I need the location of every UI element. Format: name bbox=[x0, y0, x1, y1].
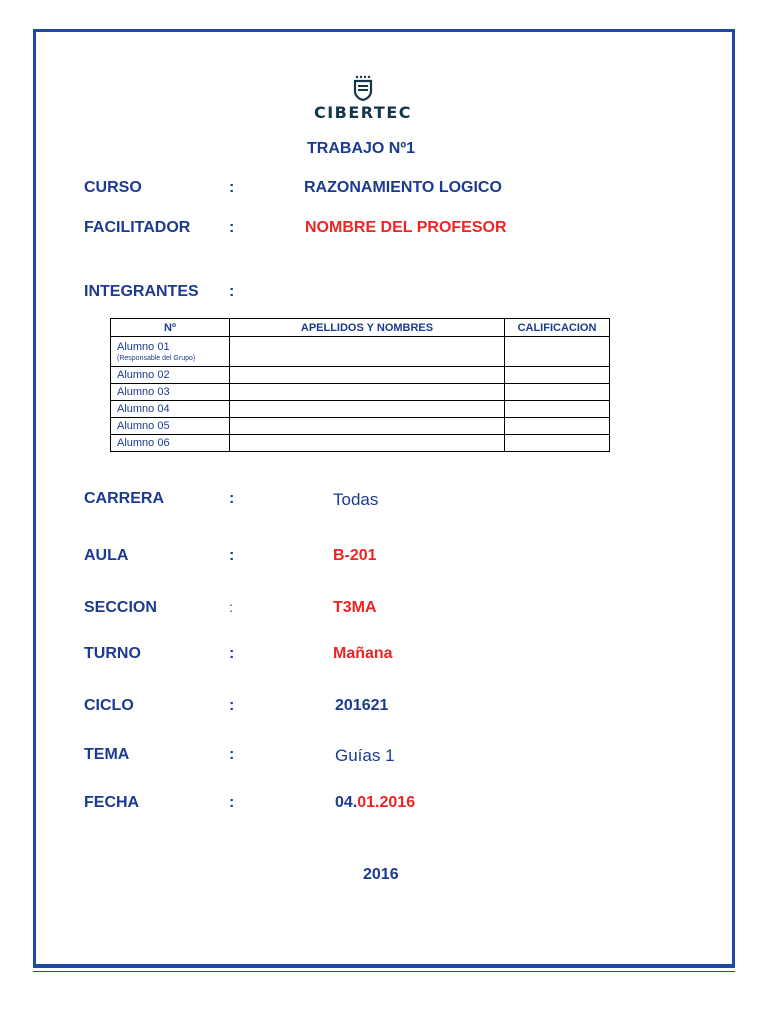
curso-colon: : bbox=[229, 179, 235, 196]
student-name-cell[interactable] bbox=[230, 367, 505, 384]
table-row bbox=[111, 367, 610, 384]
shield-icon bbox=[352, 75, 374, 101]
student-grade-cell[interactable] bbox=[505, 401, 610, 418]
facilitador-label: FACILITADOR bbox=[84, 219, 191, 236]
header-number: Nº bbox=[111, 319, 230, 337]
members-table bbox=[110, 318, 610, 452]
facilitador-value: NOMBRE DEL PROFESOR bbox=[305, 219, 507, 236]
turno-colon: : bbox=[229, 645, 235, 662]
group-leader-note: (Responsable del Grupo) bbox=[117, 355, 196, 362]
student-number bbox=[111, 337, 230, 367]
seccion-colon: : bbox=[229, 599, 233, 615]
aula-colon: : bbox=[229, 547, 235, 564]
integrantes-label: INTEGRANTES bbox=[84, 283, 199, 300]
table-row bbox=[111, 401, 610, 418]
aula-value: B-201 bbox=[333, 547, 377, 564]
seccion-label: SECCION bbox=[84, 599, 157, 616]
fecha-value bbox=[335, 794, 415, 812]
student-name-cell[interactable] bbox=[230, 401, 505, 418]
student-number-text: Alumno 01 bbox=[117, 341, 170, 353]
student-number: Alumno 02 bbox=[111, 367, 230, 384]
document-title: TRABAJO Nº1 bbox=[307, 140, 416, 157]
facilitador-colon: : bbox=[229, 219, 235, 236]
student-grade-cell[interactable] bbox=[505, 384, 610, 401]
turno-value: Mañana bbox=[333, 645, 393, 662]
ciclo-colon: : bbox=[229, 697, 235, 714]
table-row bbox=[111, 435, 610, 452]
student-number: Alumno 06 bbox=[111, 435, 230, 452]
ciclo-value: 201621 bbox=[335, 697, 389, 714]
fecha-month-year: 01.2016 bbox=[357, 794, 416, 811]
student-grade-cell[interactable] bbox=[505, 367, 610, 384]
integrantes-colon: : bbox=[229, 283, 235, 300]
turno-label: TURNO bbox=[84, 645, 141, 662]
student-number: Alumno 04 bbox=[111, 401, 230, 418]
ciclo-label: CICLO bbox=[84, 697, 134, 714]
fecha-label: FECHA bbox=[84, 794, 140, 811]
student-grade-cell[interactable] bbox=[505, 435, 610, 452]
fecha-colon: : bbox=[229, 794, 235, 811]
student-grade-cell[interactable] bbox=[505, 418, 610, 435]
student-name-cell[interactable] bbox=[230, 435, 505, 452]
student-name-cell[interactable] bbox=[230, 384, 505, 401]
cibertec-logo bbox=[313, 75, 413, 121]
student-name-cell[interactable] bbox=[230, 418, 505, 435]
carrera-label: CARRERA bbox=[84, 490, 164, 507]
table-row bbox=[111, 384, 610, 401]
header-grade: CALIFICACION bbox=[505, 319, 610, 337]
aula-label: AULA bbox=[84, 547, 129, 564]
tema-label: TEMA bbox=[84, 746, 130, 763]
table-header-row bbox=[111, 319, 610, 337]
footer-year: 2016 bbox=[363, 866, 399, 883]
curso-label: CURSO bbox=[84, 179, 142, 196]
fecha-day: 04. bbox=[335, 794, 358, 811]
tema-colon: : bbox=[229, 746, 235, 763]
carrera-colon: : bbox=[229, 490, 235, 507]
student-grade-cell[interactable] bbox=[505, 337, 610, 367]
table-row bbox=[111, 337, 610, 367]
student-name-cell[interactable] bbox=[230, 337, 505, 367]
carrera-value: Todas bbox=[333, 490, 379, 509]
tema-value: Guías 1 bbox=[335, 746, 395, 765]
header-names: APELLIDOS Y NOMBRES bbox=[230, 319, 505, 337]
student-number: Alumno 05 bbox=[111, 418, 230, 435]
table-row bbox=[111, 418, 610, 435]
logo-text: CIBERTEC bbox=[313, 103, 412, 122]
seccion-value: T3MA bbox=[333, 599, 377, 616]
student-number: Alumno 03 bbox=[111, 384, 230, 401]
curso-value: RAZONAMIENTO LOGICO bbox=[304, 179, 502, 196]
